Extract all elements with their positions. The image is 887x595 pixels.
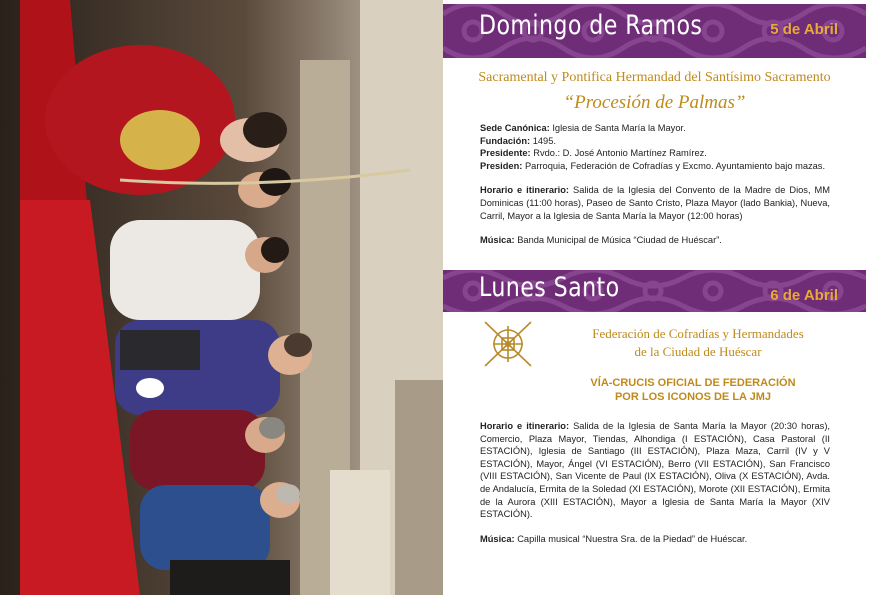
section-banner-lunes	[443, 270, 866, 312]
presiden-value: Parroquia, Federación de Cofradías y Excmo. Ayuntamiento bajo mazas.	[524, 160, 826, 171]
via-line-1: VÍA-CRUCIS OFICIAL DE FEDERACIÓN	[590, 377, 796, 389]
section2-body	[480, 420, 830, 545]
presidente-value: Rvdo.: D. José Antonio Martínez Ramírez.	[533, 148, 707, 159]
fundacion-value: 1495.	[532, 135, 556, 146]
via-line-2: POR LOS ICONOS DE LA JMJ	[614, 391, 772, 403]
musica-label: Música:	[480, 533, 515, 544]
presidente-label: Presidente:	[480, 148, 531, 159]
section1-body	[480, 122, 830, 247]
section-banner-domingo	[443, 4, 866, 58]
musica-value: Capilla musical “Nuestra Sra. de la Piedad” de Huéscar.	[517, 533, 748, 544]
musica-value: Banda Municipal de Música “Ciudad de Huéscar”.	[517, 235, 722, 246]
right-page	[443, 0, 887, 595]
federation-emblem-icon	[481, 318, 535, 370]
section-date: 6 de Abril	[770, 287, 838, 304]
fundacion-label: Fundación:	[480, 135, 531, 146]
horario-label: Horario e itinerario:	[480, 185, 570, 196]
section-title: Domingo de Ramos	[479, 10, 703, 41]
section-date: 5 de Abril	[770, 21, 838, 38]
horario-label: Horario e itinerario:	[480, 421, 570, 431]
procession-photo	[0, 0, 443, 595]
sede-value: Iglesia de Santa María la Mayor.	[552, 123, 686, 133]
section-title: Lunes Santo	[479, 272, 620, 303]
sede-label: Sede Canónica:	[480, 123, 550, 133]
federation-name	[583, 325, 813, 361]
horario-value: Salida de la Iglesia del Convento de la Madre de Dios, MM Dominicas (11:00 horas), Paseo de Santo Cristo, Plaza Mayor (lado Bankia), Nueva, Carril, Mayor a la Iglesia de Santa María la Mayor (12:00 horas)	[480, 185, 830, 221]
musica-label: Música:	[480, 235, 515, 246]
horario-value: Salida de la Iglesia de Santa María la Mayor (20:30 horas), Comercio, Plaza Mayor, Tiendas, Alhondiga (I ESTACIÓN), Casa Pastoral (II ESTACIÓN), Iglesia de Santiago (III ESTACIÓN), Plaza Maza, Carril (IV y V ESTACIÓN), Mayor, Ángel (VI ESTACIÓN), Berro (VII ESTACIÓN), San Francisco (VIII ESTACIÓN), San Vicente de Paul (IX ESTACIÓN), Oliva (X ESTACIÓN), Avda. de Andalucía, Ermita de la Soledad (XI ESTACIÓN), Morote (XII ESTACIÓN), Ermita de la Aurora (XIII ESTACIÓN), Mayor a Iglesia de Santa María la Mayor (XIV ESTACIÓN).	[480, 421, 831, 520]
federation-line-2: de la Ciudad de Huéscar	[634, 344, 762, 359]
presiden-label: Presiden:	[480, 160, 523, 171]
via-crucis-heading	[563, 376, 823, 404]
procession-name: “Procesión de Palmas”	[563, 92, 746, 113]
federation-line-1: Federación de Cofradías y Hermandades	[592, 326, 804, 341]
brotherhood-name: Sacramental y Pontifica Hermandad del Santísimo Sacramento	[478, 70, 831, 85]
